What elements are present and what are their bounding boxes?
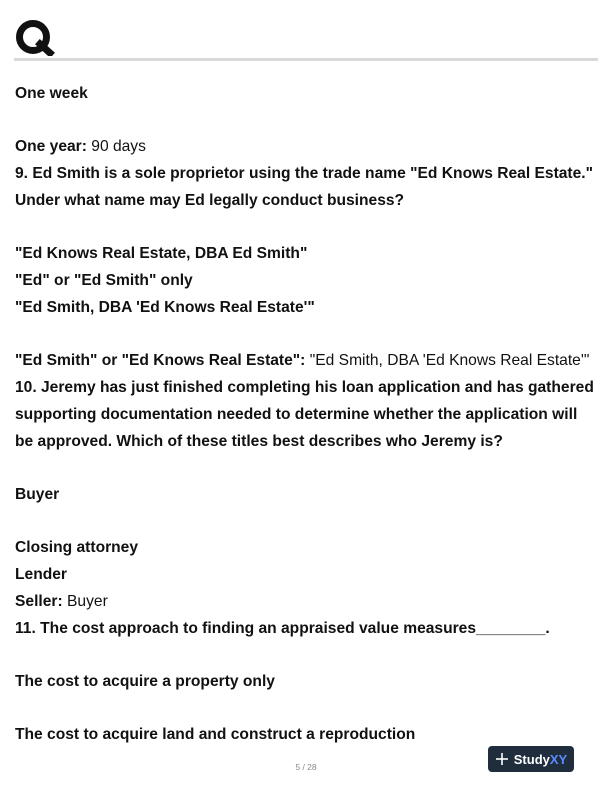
brand-name-main: Study — [513, 751, 550, 767]
quizlet-q-logo-icon — [14, 18, 56, 56]
header-divider — [14, 58, 598, 61]
answer-option: Closing attorney — [15, 539, 139, 556]
question-10-text: 10. Jeremy has just finished completing his loan application and has gathered — [15, 379, 594, 396]
answer-option: "Ed" or "Ed Smith" only — [15, 272, 193, 289]
answer-option: One week — [15, 85, 88, 102]
spacer — [15, 508, 605, 534]
answer-option: The cost to acquire land and construct a reproduction — [15, 726, 416, 743]
spacer — [15, 107, 605, 133]
spacer — [15, 214, 605, 240]
brand-name — [514, 752, 567, 767]
question-10-text: be approved. Which of these titles best describes who Jeremy is? — [15, 433, 503, 450]
brand-name-accent: XY — [549, 751, 568, 767]
answer-value: 90 days — [86, 138, 146, 155]
spacer — [15, 321, 605, 347]
question-10-text: supporting documentation needed to determine whether the application will — [15, 406, 578, 423]
answer-option: The cost to acquire a property only — [15, 673, 275, 690]
spacer — [15, 642, 605, 668]
question-9-text: Under what name may Ed legally conduct business? — [15, 192, 405, 209]
answer-label: "Ed Smith" or "Ed Knows Real Estate": — [15, 352, 306, 369]
plus-icon — [495, 752, 509, 766]
spacer — [15, 455, 605, 481]
answer-option: Lender — [15, 566, 67, 583]
page-indicator: 5 / 28 — [295, 762, 317, 772]
document-body — [15, 80, 605, 748]
answer-value: "Ed Smith, DBA 'Ed Knows Real Estate'" — [305, 352, 590, 369]
answer-line — [15, 133, 605, 160]
answer-line — [15, 347, 605, 374]
answer-option: "Ed Smith, DBA 'Ed Knows Real Estate'" — [15, 299, 315, 316]
answer-value: Buyer — [62, 593, 108, 610]
spacer — [15, 695, 605, 721]
question-11-text: 11. The cost approach to finding an appraised value measures________. — [15, 620, 550, 637]
answer-line — [15, 588, 605, 615]
answer-option: "Ed Knows Real Estate, DBA Ed Smith" — [15, 245, 308, 262]
answer-label: Seller: — [15, 593, 63, 610]
studyxy-badge[interactable] — [488, 746, 574, 772]
answer-label: One year: — [15, 138, 87, 155]
question-9-text: 9. Ed Smith is a sole proprietor using the trade name "Ed Knows Real Estate." — [15, 165, 594, 182]
answer-option: Buyer — [15, 486, 60, 503]
